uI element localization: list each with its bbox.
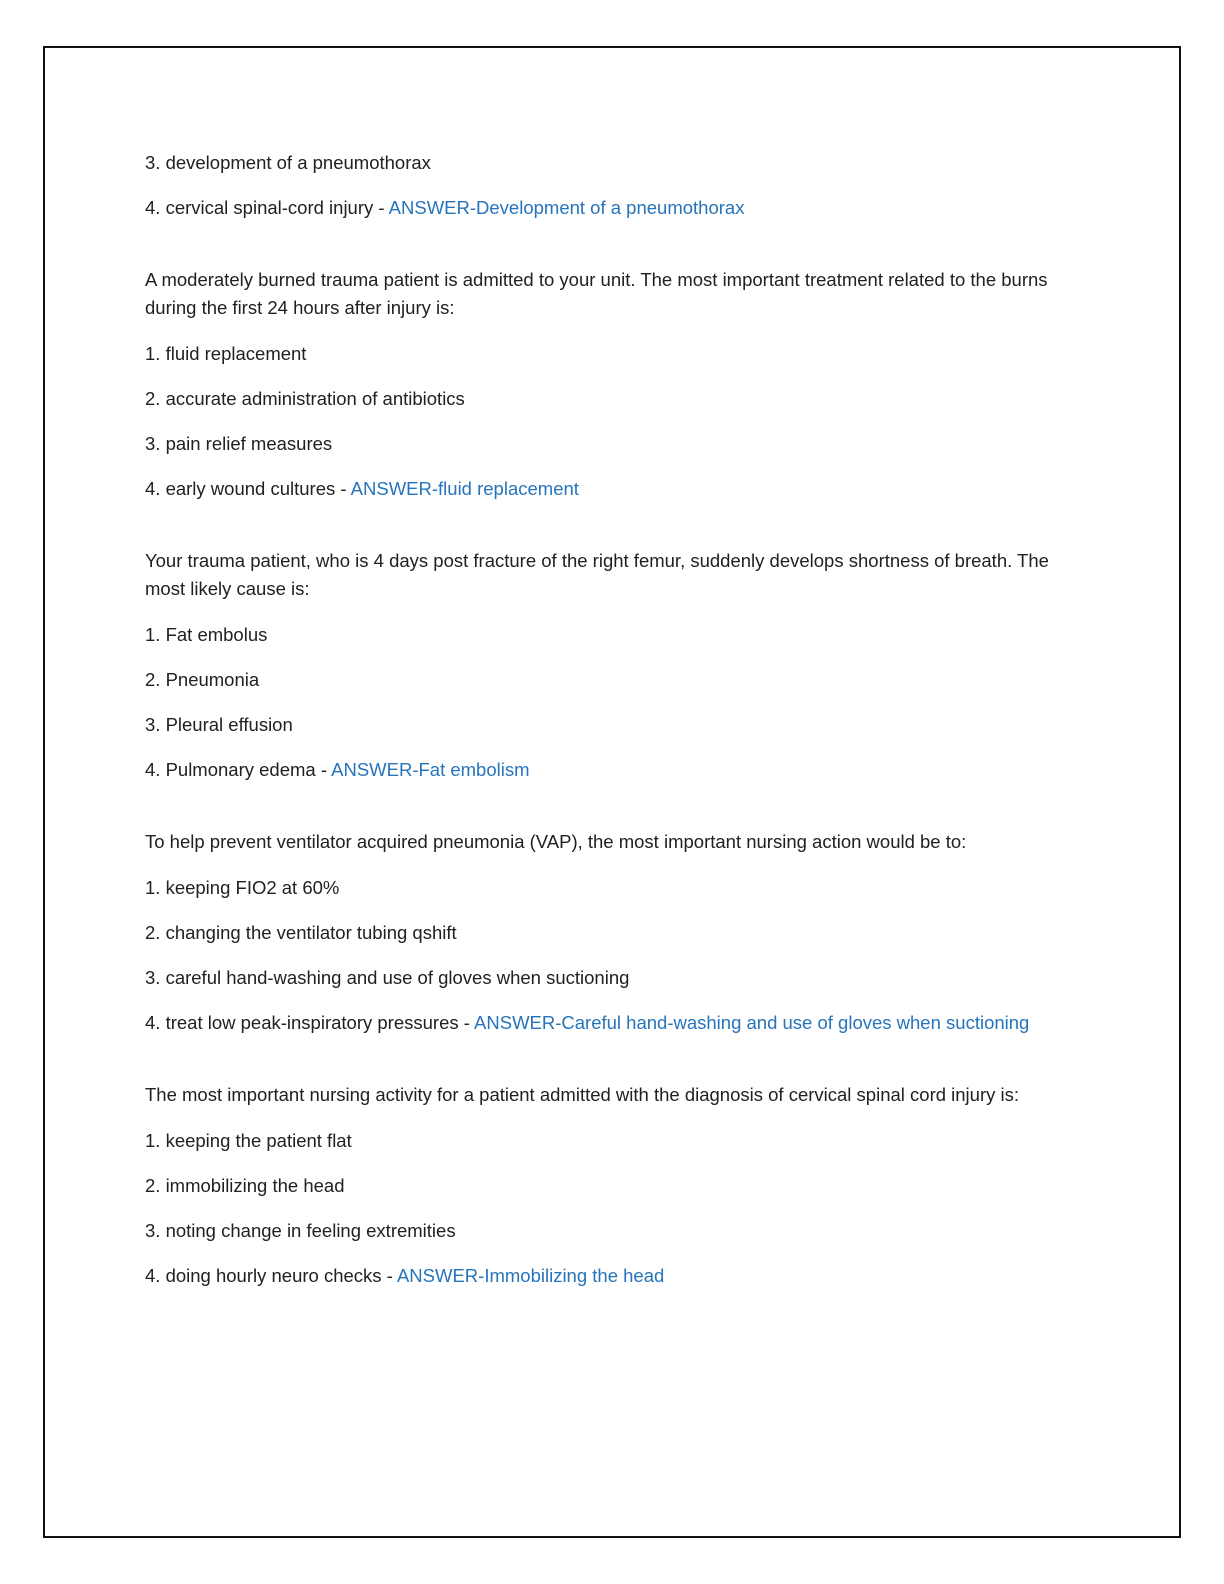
question-block (145, 266, 1081, 503)
option-line (145, 149, 1081, 177)
option-line (145, 475, 1081, 503)
option-text: 3. noting change in feeling extremities (145, 1220, 456, 1241)
question-block (145, 149, 1081, 222)
option-line (145, 1127, 1081, 1155)
option-text: 1. fluid replacement (145, 343, 307, 364)
option-text: 4. early wound cultures - (145, 478, 351, 499)
answer-text: ANSWER-Development of a pneumothorax (388, 197, 745, 218)
option-text: 4. treat low peak-inspiratory pressures - (145, 1012, 475, 1033)
option-text: 4. doing hourly neuro checks - (145, 1265, 397, 1286)
option-text: 2. immobilizing the head (145, 1175, 345, 1196)
option-text: 3. pain relief measures (145, 433, 333, 454)
option-text: 1. keeping FIO2 at 60% (145, 877, 340, 898)
option-text: 3. development of a pneumothorax (145, 152, 431, 173)
option-text: 3. Pleural effusion (145, 714, 293, 735)
option-text: 4. cervical spinal-cord injury - (145, 197, 389, 218)
option-line (145, 194, 1081, 222)
answer-text: ANSWER-Careful hand-washing and use of gloves when suctioning (474, 1012, 1030, 1033)
option-line (145, 1262, 1081, 1290)
option-line (145, 711, 1081, 739)
answer-text: ANSWER-Immobilizing the head (396, 1265, 665, 1286)
question-block (145, 1081, 1081, 1290)
option-line (145, 340, 1081, 368)
option-line (145, 430, 1081, 458)
option-line (145, 1217, 1081, 1245)
option-line (145, 1009, 1081, 1037)
option-text: 4. Pulmonary edema - (145, 759, 332, 780)
option-line (145, 964, 1081, 992)
question-block (145, 547, 1081, 784)
question-text: A moderately burned trauma patient is admitted to your unit. The most important treatment related to the burns during the first 24 hours after injury is: (145, 269, 1048, 318)
option-line (145, 919, 1081, 947)
option-line (145, 385, 1081, 413)
option-text: 3. careful hand-washing and use of gloves when suctioning (145, 967, 630, 988)
option-line (145, 1172, 1081, 1200)
option-text: 2. accurate administration of antibiotics (145, 388, 465, 409)
option-line (145, 756, 1081, 784)
option-text: 2. changing the ventilator tubing qshift (145, 922, 457, 943)
question-block (145, 828, 1081, 1037)
option-text: 2. Pneumonia (145, 669, 260, 690)
option-line (145, 666, 1081, 694)
option-line (145, 621, 1081, 649)
option-text: 1. keeping the patient flat (145, 1130, 352, 1151)
document-page (43, 46, 1181, 1538)
question-text: Your trauma patient, who is 4 days post fracture of the right femur, suddenly develops shortness of breath. The most likely cause is: (145, 550, 1049, 599)
option-text: 1. Fat embolus (145, 624, 268, 645)
option-line (145, 874, 1081, 902)
answer-text: ANSWER-Fat embolism (331, 759, 530, 780)
answer-text: ANSWER-fluid replacement (350, 478, 579, 499)
question-text: To help prevent ventilator acquired pneumonia (VAP), the most important nursing action would be to: (145, 831, 967, 852)
question-text: The most important nursing activity for a patient admitted with the diagnosis of cervical spinal cord injury is: (145, 1084, 1020, 1105)
